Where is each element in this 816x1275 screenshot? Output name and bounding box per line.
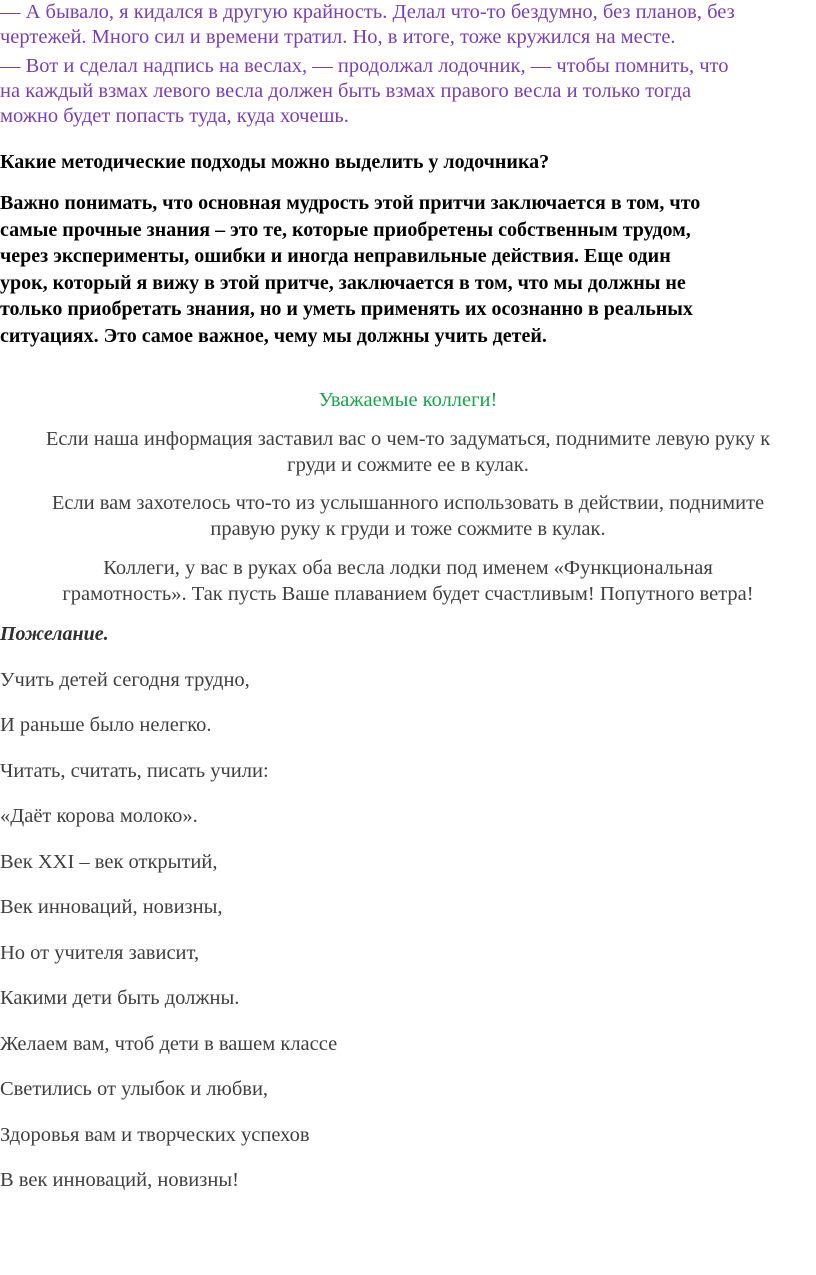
answer-line: ситуациях. Это самое важное, чему мы должны учить детей. xyxy=(0,324,547,347)
poem-line: Но от учителя зависит, xyxy=(0,942,200,964)
intro-line-1: — А бывало, я кидался в другую крайность. Делал что-то бездумно, без планов, без xyxy=(0,1,735,23)
poem-line: Какими дети быть должны. xyxy=(0,987,240,1009)
poem-line: Желаем вам, чтоб дети в вашем классе xyxy=(0,1033,338,1055)
answer-line: самые прочные знания – это те, которые приобретены собственным трудом, xyxy=(0,218,691,241)
poem-line: Читать, считать, писать учили: xyxy=(0,760,269,782)
greeting: Уважаемые коллеги! xyxy=(318,389,498,411)
poem-line: Светились от улыбок и любви, xyxy=(0,1078,269,1100)
intro-line-2: чертежей. Много сил и времени тратил. Но, в итоге, тоже кружился на месте. xyxy=(0,26,676,48)
closing-line: грамотность». Так пусть Ваше плаванием будет счастливым! Попутного ветра! xyxy=(62,583,754,605)
poem-line: Здоровья вам и творческих успехов xyxy=(0,1124,310,1146)
closing-line: груди и сожмите ее в кулак. xyxy=(287,454,529,476)
intro-line-4: на каждый взмах левого весла должен быть взмах правого весла и только тогда xyxy=(0,80,692,102)
answer-paragraph xyxy=(0,190,816,349)
question-heading: Какие методические подходы можно выделить у лодочника? xyxy=(0,151,550,173)
closing-line: Если вам захотелось что-то из услышанного использовать в действии, поднимите xyxy=(51,492,765,514)
poem-line: Век XXI – век открытий, xyxy=(0,851,218,873)
answer-line: Важно понимать, что основная мудрость этой притчи заключается в том, что xyxy=(0,192,701,214)
intro-line-5: можно будет попасть туда, куда хочешь. xyxy=(0,105,349,127)
poem-line: «Даёт корова молоко». xyxy=(0,805,198,827)
poem-line: В век инноваций, новизны! xyxy=(0,1169,239,1191)
closing-line: правую руку к груди и тоже сожмите в кулак. xyxy=(210,518,606,540)
intro-line-3: — Вот и сделал надпись на веслах, — продолжал лодочник, — чтобы помнить, что xyxy=(0,55,729,77)
poem-line: И раньше было нелегко. xyxy=(0,714,212,736)
closing-paragraph-3 xyxy=(0,555,816,607)
closing-line: Если наша информация заставил вас о чем-то задуматься, поднимите левую руку к xyxy=(45,428,771,450)
answer-line: только приобретать знания, но и уметь применять их осознанно в реальных xyxy=(0,298,693,320)
poem-line: Век инноваций, новизны, xyxy=(0,896,223,918)
closing-line: Коллеги, у вас в руках оба весла лодки под именем «Функциональная xyxy=(103,557,713,579)
closing-paragraph-2 xyxy=(0,490,816,542)
wish-title: Пожелание. xyxy=(0,623,109,645)
answer-line: через эксперименты, ошибки и иногда неправильные действия. Еще один xyxy=(0,245,671,267)
closing-paragraph-1 xyxy=(0,426,816,478)
poem-line: Учить детей сегодня трудно, xyxy=(0,669,250,691)
answer-line: урок, который я вижу в этой притче, заключается в том, что мы должны не xyxy=(0,271,686,294)
